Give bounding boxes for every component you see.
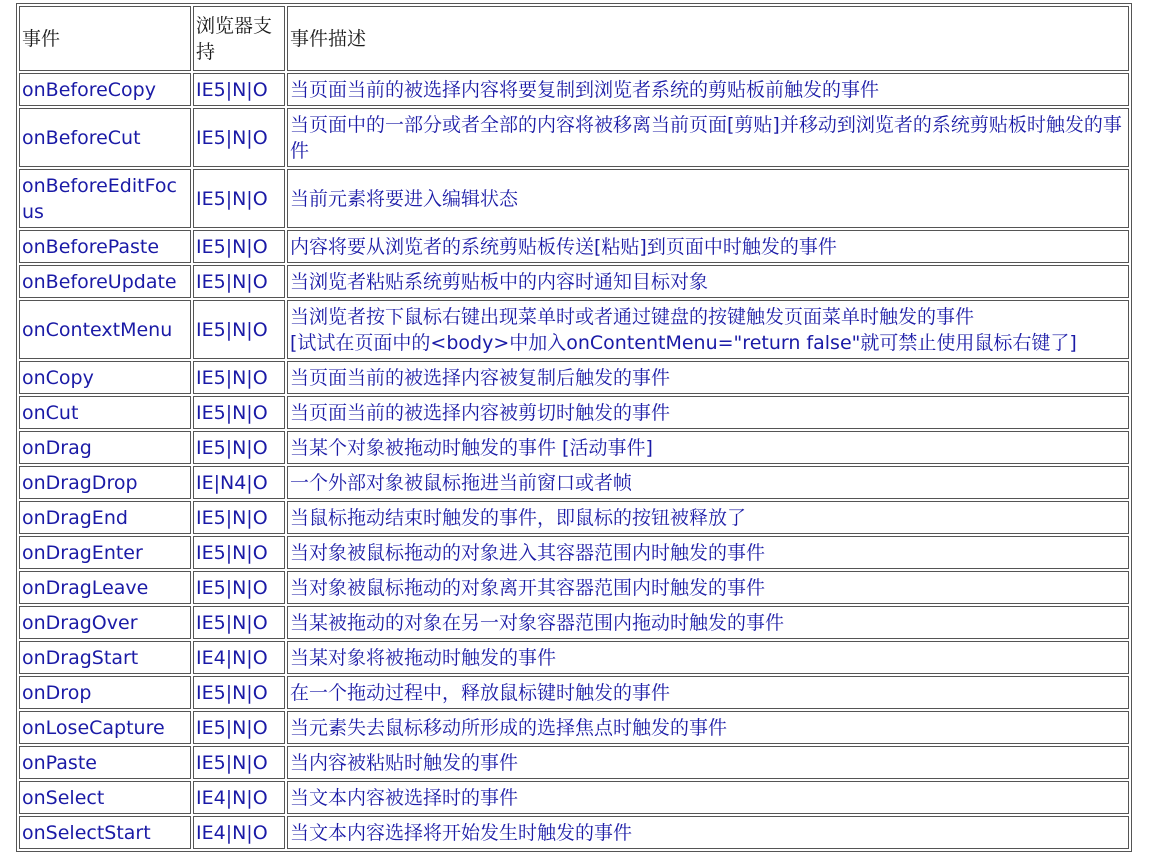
event-name-cell: onPaste bbox=[19, 746, 191, 779]
event-description-cell bbox=[287, 431, 1129, 464]
event-name-cell: onCopy bbox=[19, 361, 191, 394]
description-line: 当页面中的一部分或者全部的内容将被移离当前页面[剪贴]并移动到浏览者的系统剪贴板时触发的事件 bbox=[290, 114, 1122, 162]
table-row bbox=[19, 571, 1129, 604]
event-description-cell bbox=[287, 230, 1129, 263]
event-name-cell: onDragLeave bbox=[19, 571, 191, 604]
browser-support-cell: IE5|N|O bbox=[193, 230, 285, 263]
events-table-container bbox=[16, 3, 1132, 852]
table-row bbox=[19, 169, 1129, 228]
description-line: 在一个拖动过程中，释放鼠标键时触发的事件 bbox=[290, 682, 671, 704]
table-row bbox=[19, 300, 1129, 359]
description-line: 当浏览者按下鼠标右键出现菜单时或者通过键盘的按键触发页面菜单时触发的事件 bbox=[290, 306, 975, 328]
description-line: 当鼠标拖动结束时触发的事件，即鼠标的按钮被释放了 bbox=[290, 507, 747, 529]
browser-support-cell: IE5|N|O bbox=[193, 746, 285, 779]
browser-support-cell: IE5|N|O bbox=[193, 571, 285, 604]
table-header-row bbox=[19, 6, 1129, 71]
event-description-cell bbox=[287, 711, 1129, 744]
table-row bbox=[19, 816, 1129, 849]
table-row bbox=[19, 431, 1129, 464]
table-row bbox=[19, 466, 1129, 499]
table-row bbox=[19, 536, 1129, 569]
browser-support-cell: IE5|N|O bbox=[193, 169, 285, 228]
table-row bbox=[19, 73, 1129, 106]
table-row bbox=[19, 230, 1129, 263]
description-line: 当元素失去鼠标移动所形成的选择焦点时触发的事件 bbox=[290, 717, 728, 739]
event-description-cell bbox=[287, 536, 1129, 569]
event-description-cell bbox=[287, 466, 1129, 499]
table-row bbox=[19, 501, 1129, 534]
event-name-cell: onDrag bbox=[19, 431, 191, 464]
event-description-cell bbox=[287, 571, 1129, 604]
description-line: 当对象被鼠标拖动的对象进入其容器范围内时触发的事件 bbox=[290, 542, 766, 564]
description-line: 当对象被鼠标拖动的对象离开其容器范围内时触发的事件 bbox=[290, 577, 766, 599]
browser-support-cell: IE5|N|O bbox=[193, 606, 285, 639]
browser-support-cell: IE5|N|O bbox=[193, 501, 285, 534]
event-name-cell: onSelectStart bbox=[19, 816, 191, 849]
event-description-cell bbox=[287, 641, 1129, 674]
event-name-cell: onContextMenu bbox=[19, 300, 191, 359]
event-description-cell bbox=[287, 816, 1129, 849]
event-description-cell bbox=[287, 300, 1129, 359]
browser-support-cell: IE5|N|O bbox=[193, 396, 285, 429]
events-table bbox=[16, 3, 1132, 852]
browser-support-cell: IE5|N|O bbox=[193, 300, 285, 359]
table-row bbox=[19, 108, 1129, 167]
event-name-cell: onBeforePaste bbox=[19, 230, 191, 263]
description-line: 当页面当前的被选择内容被复制后触发的事件 bbox=[290, 367, 671, 389]
event-name-cell: onDrop bbox=[19, 676, 191, 709]
table-row bbox=[19, 641, 1129, 674]
event-name-cell: onLoseCapture bbox=[19, 711, 191, 744]
event-description-cell bbox=[287, 606, 1129, 639]
description-line: 当文本内容选择将开始发生时触发的事件 bbox=[290, 822, 633, 844]
event-description-cell bbox=[287, 781, 1129, 814]
browser-support-cell: IE4|N|O bbox=[193, 641, 285, 674]
event-name-cell: onCut bbox=[19, 396, 191, 429]
event-name-cell: onBeforeCut bbox=[19, 108, 191, 167]
browser-support-cell: IE5|N|O bbox=[193, 536, 285, 569]
table-row bbox=[19, 361, 1129, 394]
browser-support-cell: IE4|N|O bbox=[193, 816, 285, 849]
browser-support-cell: IE5|N|O bbox=[193, 361, 285, 394]
description-line: 当某被拖动的对象在另一对象容器范围内拖动时触发的事件 bbox=[290, 612, 785, 634]
browser-support-cell: IE5|N|O bbox=[193, 265, 285, 298]
table-row bbox=[19, 676, 1129, 709]
browser-support-cell: IE5|N|O bbox=[193, 711, 285, 744]
browser-support-cell: IE5|N|O bbox=[193, 108, 285, 167]
header-event: 事件 bbox=[19, 6, 191, 71]
event-description-cell bbox=[287, 501, 1129, 534]
event-name-cell: onDragEnd bbox=[19, 501, 191, 534]
event-name-cell: onDragEnter bbox=[19, 536, 191, 569]
table-row bbox=[19, 265, 1129, 298]
event-description-cell bbox=[287, 396, 1129, 429]
table-row bbox=[19, 746, 1129, 779]
description-line: [试试在页面中的<body>中加入onContentMenu="return false"就可禁止使用鼠标右键了] bbox=[290, 332, 1077, 354]
event-description-cell bbox=[287, 265, 1129, 298]
description-line: 一个外部对象被鼠标拖进当前窗口或者帧 bbox=[290, 472, 633, 494]
description-line: 内容将要从浏览者的系统剪贴板传送[粘贴]到页面中时触发的事件 bbox=[290, 236, 837, 258]
browser-support-cell: IE|N4|O bbox=[193, 466, 285, 499]
header-browser-support: 浏览器支持 bbox=[193, 6, 285, 71]
browser-support-cell: IE4|N|O bbox=[193, 781, 285, 814]
event-description-cell bbox=[287, 108, 1129, 167]
browser-support-cell: IE5|N|O bbox=[193, 73, 285, 106]
event-description-cell bbox=[287, 361, 1129, 394]
description-line: 当某对象将被拖动时触发的事件 bbox=[290, 647, 557, 669]
event-name-cell: onBeforeUpdate bbox=[19, 265, 191, 298]
event-name-cell: onDragStart bbox=[19, 641, 191, 674]
event-name-cell: onBeforeCopy bbox=[19, 73, 191, 106]
description-line: 当前元素将要进入编辑状态 bbox=[290, 188, 519, 210]
description-line: 当文本内容被选择时的事件 bbox=[290, 787, 519, 809]
event-name-cell: onDragDrop bbox=[19, 466, 191, 499]
event-description-cell bbox=[287, 169, 1129, 228]
event-name-cell: onSelect bbox=[19, 781, 191, 814]
description-line: 当内容被粘贴时触发的事件 bbox=[290, 752, 519, 774]
event-description-cell bbox=[287, 73, 1129, 106]
event-description-cell bbox=[287, 676, 1129, 709]
event-name-cell: onBeforeEditFocus bbox=[19, 169, 191, 228]
description-line: 当浏览者粘贴系统剪贴板中的内容时通知目标对象 bbox=[290, 271, 709, 293]
event-description-cell bbox=[287, 746, 1129, 779]
header-event-description: 事件描述 bbox=[287, 6, 1129, 71]
description-line: 当页面当前的被选择内容将要复制到浏览者系统的剪贴板前触发的事件 bbox=[290, 79, 880, 101]
browser-support-cell: IE5|N|O bbox=[193, 431, 285, 464]
table-row bbox=[19, 711, 1129, 744]
table-row bbox=[19, 396, 1129, 429]
table-row bbox=[19, 606, 1129, 639]
event-name-cell: onDragOver bbox=[19, 606, 191, 639]
description-line: 当页面当前的被选择内容被剪切时触发的事件 bbox=[290, 402, 671, 424]
table-row bbox=[19, 781, 1129, 814]
browser-support-cell: IE5|N|O bbox=[193, 676, 285, 709]
description-line: 当某个对象被拖动时触发的事件 [活动事件] bbox=[290, 437, 653, 459]
